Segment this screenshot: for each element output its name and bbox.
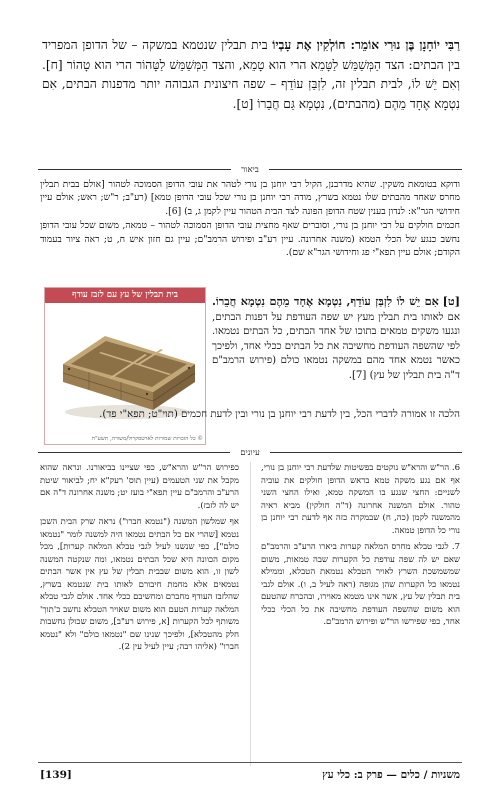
notes-header: [38, 446, 462, 458]
notes-rule-left: [38, 452, 230, 453]
wooden-spice-box-illustration: [49, 306, 201, 424]
mishna-opening: רַבִּי יוֹחָנָן בֶּן נוּרִי אוֹמֵר: חוֹלְקִין אֶת עָבְיוֹ: [272, 38, 461, 52]
seif-commentary: [212, 294, 460, 384]
notes-section: [40, 462, 460, 766]
biur-rule-right: [269, 169, 462, 170]
seif-lemma: אִם יֵשׁ לוֹ לִזְבַּזְ עוֹדֵף, נִטְמָא אֶחָד מֵהֶם נִטְמָא חֲבֵרוֹ.: [212, 294, 439, 308]
note-paragraph: 6. הר"ש והרא"ש נוקטים בפשיטות שלדעת רבי יוחנן בן נורי, אף אם נגע משקה טמא בראש הדופן חולקים את עוביה לשניים: החצי שנגע בו המשקה טמא, ואילו החצי השני טהור. אולם המשנה אחרונה (ד"ה חולקין) מביא ראיה מהמשנה לקמן (כה, ח) שבמקרה כזה אף לדעת רבי יוחנן בן נורי כל הדופן טמאה.: [261, 463, 460, 536]
mishna-body: בית תבלין שנטמא במשקה – של הדופן המפריד בין הבתים: הצד הַמְּשַׁמֵּשׁ לַטָּמֵא הרי הוא טָמֵא, והצד הַמְּשַׁמֵּשׁ לַטָּהוֹר הרי הוא טָהוֹר [ח]. וְאִם יֵשׁ לוֹ, לבית תבלין זה, לִזְבַּזְ עוֹדֵף – שפה חיצונית הגבוהה יותר מדפנות הבתים, אִם נִטְמָא אֶחָד מֵהֶם (מהבתים), נִטְמָא גַּם חֲבֵרוֹ [ט].: [42, 38, 460, 111]
mishna-text: [42, 36, 460, 114]
note-paragraph: 7. לגבי טבלא מחרס המלאה קערות ביארו הרע"ב והרמב"ם שאם יש לה שפה עודפת כל הקערות שבה טמאות, משום שמשמשכת השרץ לאויר הטבלא נטמאת הטבלא, וממילא נטמאו כל הקערות שהן מגופה (ראה לעיל ב, ו). אולם לגבי בית תבלין של עץ, אשר אינו מטמא מאוירו, ובהכרח שהטעם הוא משום שהשפה העודפת מחשיבה את כל הכלי ככלי אחד, כפי שפירשו הר"ש ופירוש הרמב"ם.: [261, 542, 460, 627]
biur-paragraph: חכמים חולקים על רבי יוחנן בן נורי, וסוברים שאף מחצית עובי הדופן הסמוכה לטהור – טמאה, משום שכל עובי הדופן נחשב כנגע של הכלי הטמא (משנה אחרונה. עיין רע"ב ופירוש הרמב"ם; עיין גם חזון איש ח, ט; ראה ציור בעמוד הקודם; אולם עיין תפא"י פג וחידושי הגר"א שם).: [40, 220, 460, 259]
halacha-paragraph: [44, 408, 460, 423]
figure-credit: © כל הזכויות שמורות לארטסקרול/משורה, תשע"ח: [91, 436, 203, 442]
notes-header-label: עיונים: [240, 447, 260, 458]
seif-body: אם לאותו בית תבלין מעץ יש שפה העודפת על דפנות הבתים, ונגעו משקים טמאים בתוכו של אחד הבתים, כל הבתים נטמאו. לפי שהשפה העודפת מחשיבה את כל הבתים ככלי אחד, ולפיכך כאשר נטמא אחד מהם במשקה נטמאו כולם (פירוש הרמב"ם ד"ה בית תבלין של עץ) [7].: [212, 311, 460, 381]
biur-paragraph: ודוקא בטומאת משקין. שהיא מדרבנן, הקיל רבי יוחנן בן נורי לטהר את עובי הדופן הסמוכה לטהור [אולם בבית תבלין מחרס שאחד מהבתים שלו נטמא בשרץ, מודה רבי יוחנן בן נורי שכל עובי הדופן טמא] (רע"ב; ר"ש; ראש; אולם עיין חידושי הגר"א: לנדון בענין שטח הדופן הפונה לצד הבית הטהור עיין לקמן ג, ב) [6].: [40, 179, 460, 217]
biur-rule-left: [38, 169, 231, 170]
note-paragraph: כפירוש הר"ש והרא"ש, כפי שציינו בביאורנו. ונראה שהוא מקבל את שני הטעמים (עיין תוס' רעק"א יח; לביאור שיטת הרע"ב והרמב"ם עיין תפא"י בועז יט; משנה אחרונה ד"ה אם יש לה לזבז).: [40, 463, 239, 511]
page-number: [139]: [40, 769, 72, 781]
note-paragraph: אף שמלשון המשנה ("נטמא חברו") נראה שרק הבית השכן נטמא [שהרי אם כל הבתים נטמאו היה למשנה לומר "נטמאו כולם"], כפי שנשנו לעיל לגבי טבלא המלאה קערות], מכל מקום הכוונה היא שכל הבתים נטמאו, ומה שנקטה המשנה לשון זו, הוא משום שבבית תבלין של עץ אין אשר הבתים נטמאים אלא מחמת חיבורם לאותו בית שנטמא בשרץ, שהלזבז העודף מחברם ומחשיבם ככלי אחד. אולם לגבי טבלא המלאה קערות הטעם הוא משום שאויר הטבלא נחשב כ'תוך' משותף לכל הקערות [א, פירוש רע"ב], משום שכולן נחשבות חלק מהטבלא], ולפיכך שנינו שם "נטמאו כולם" ולא "נטמא חברו" (אליהו רבה; עיין לעיל עין 2).: [40, 517, 239, 652]
seif-number: [ט]: [442, 294, 460, 308]
halacha-text: הלכה זו אמורה לדברי הכל, בין לדעת רבי יוחנן בן נורי ובין לדעת חכמים (תוי"ט; תפא"י פד).: [99, 409, 460, 420]
running-title: משניות / כלים — פרק ב: כלי עץ: [322, 769, 460, 781]
biur-header: [38, 163, 462, 175]
biur-header-label: ביאור: [241, 164, 259, 175]
biur-section: [40, 178, 460, 260]
footer-rule: [38, 762, 462, 763]
page-footer: [40, 766, 460, 784]
figure-title: בית תבלין של עץ עם לזבז עודף: [45, 288, 205, 303]
notes-rule-right: [270, 452, 462, 453]
